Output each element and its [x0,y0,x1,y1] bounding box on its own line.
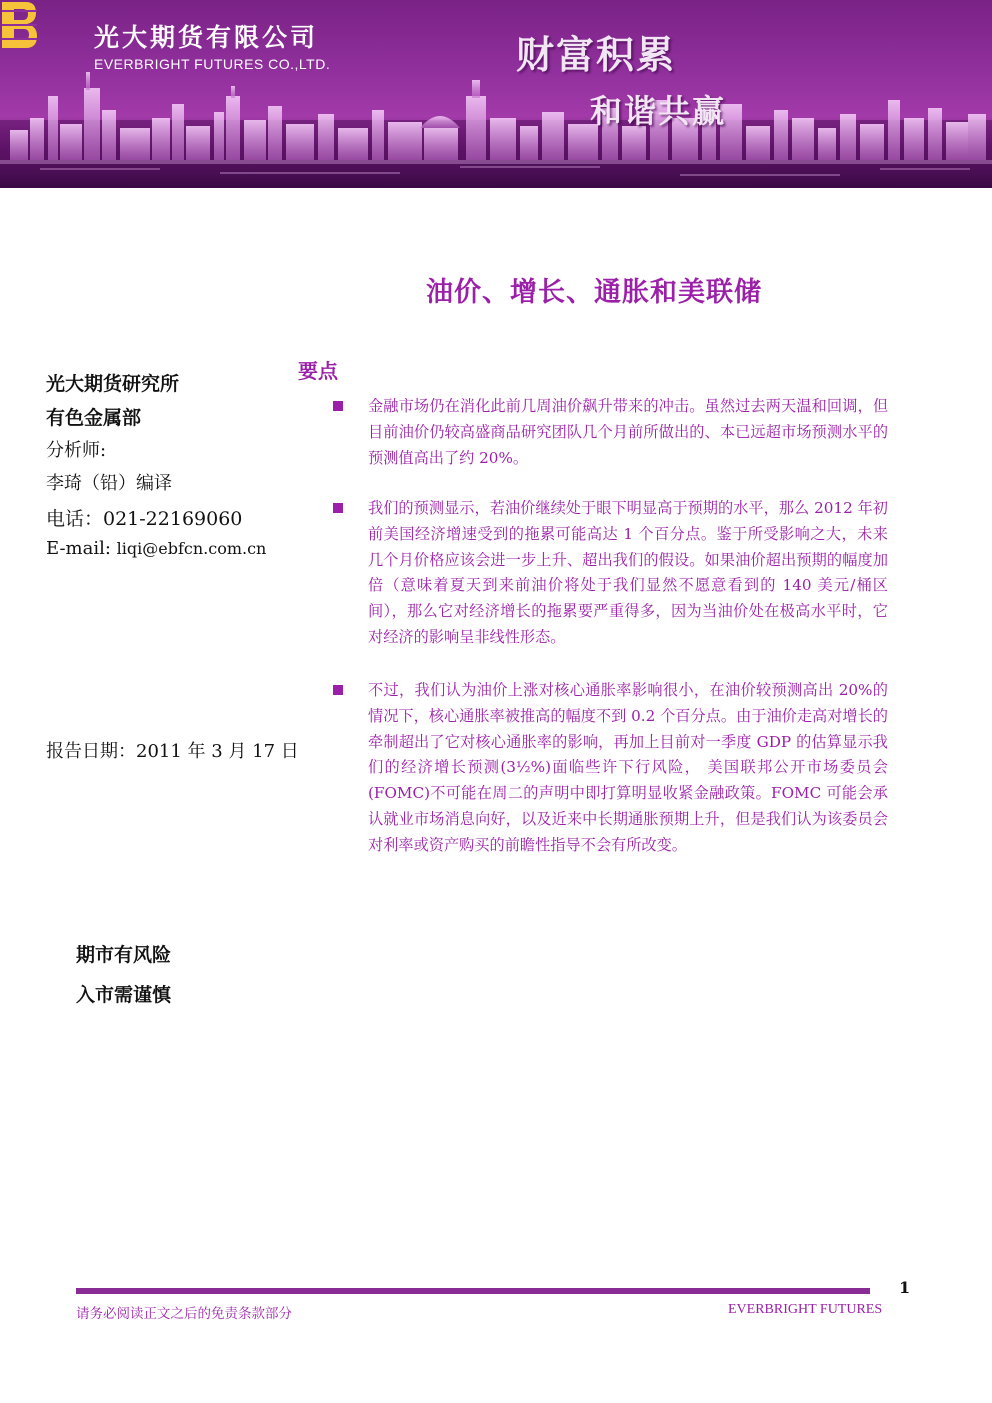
header-banner [0,0,992,188]
report-title: 油价、增长、通胀和美联储 [426,277,762,308]
email-label: E-mail: [46,538,117,559]
key-point-2: 我们的预测显示，若油价继续处于眼下明显高于预期的水平，那么 2012 年初前美国经济增速受到的拖累可能高达 1 个百分点。鉴于所受影响之大，未来几个月价格应该会进一步上升、超出我们的假设。如果油价超出预期的幅度加倍（意味着夏天到来前油价将处于我们显然不愿意看到的 140 美元/桶区间），那么它对经济增长的拖累要严重得多，因为当油价处在极高水平时，它对经济的影响呈非线性形态。 [368,499,888,646]
footer-divider [76,1288,870,1294]
key-points-heading: 要点 [298,359,338,383]
slogan-line-2: 和谐共赢 [590,92,727,130]
square-bullet-icon [333,685,343,695]
research-institute: 光大期货研究所 [46,373,180,395]
page-number: 1 [899,1278,911,1297]
key-point-1: 金融市场仍在消化此前几周油价飙升带来的冲击。虽然过去两天温和回调，但目前油价仍较高盛商品研究团队几个月前所做出的、本已远超市场预测水平的预测值高出了约 20%。 [368,397,888,467]
company-name-en: EVERBRIGHT FUTURES CO.,LTD. [94,56,331,72]
slogan-line-1: 财富积累 [516,33,677,77]
square-bullet-icon [333,401,343,411]
key-point-3: 不过，我们认为油价上涨对核心通胀率影响很小，在油价较预测高出 20%的情况下，核心通胀率被推高的幅度不到 0.2 个百分点。由于油价走高对增长的牵制超出了它对核心通胀率的影响，再加上目前对一季度 GDP 的估算显示我们的经济增长预测(3½%)面临些许下行风险， 美国联邦公开市场委员会(FOMC)不可能在周二的声明中即打算明显收紧金融政策。FOMC 可能会承认就业市场消息向好，以及近来中长期通胀预期上升，但是我们认为该委员会对利率或资产购买的前瞻性指导不会有所改变。 [368,681,888,854]
risk-warning-line-1: 期市有风险 [76,944,172,966]
everbright-b-logo-icon [0,0,38,50]
square-bullet-icon [333,503,343,513]
department: 有色金属部 [46,407,142,429]
footer-disclaimer: 请务必阅读正文之后的免责条款部分 [76,1306,292,1322]
analyst-phone: 电话：021-22169060 [46,508,243,530]
company-name-cn: 光大期货有限公司 [94,23,319,52]
analyst-label: 分析师: [46,440,107,461]
risk-warning-line-2: 入市需谨慎 [76,984,172,1006]
analyst-email [46,538,266,559]
report-date: 报告日期：2011 年 3 月 17 日 [46,741,299,762]
analyst-name: 李琦（铅）编译 [46,473,172,494]
footer-brand: EVERBRIGHT FUTURES [728,1302,883,1317]
email-address[interactable]: liqi@ebfcn.com.cn [116,539,267,558]
